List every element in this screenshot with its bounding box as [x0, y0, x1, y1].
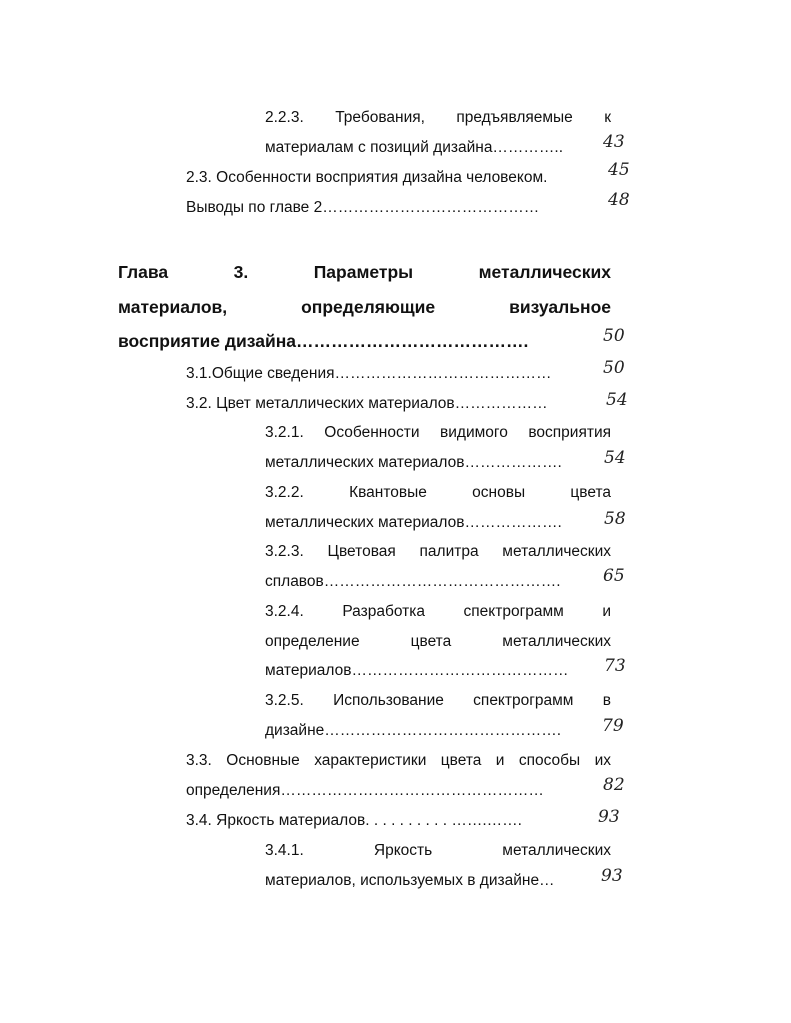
toc-text: 3.2.2. Квантовые основы цвета — [265, 484, 611, 501]
toc-text: материалов…………………………………… — [265, 662, 569, 679]
toc-text: материалов, используемых в дизайне… — [265, 872, 555, 889]
toc-entry-2-2-3-line1 — [265, 108, 611, 128]
toc-entry-3-1[interactable] — [186, 364, 552, 384]
toc-entry-3-2-5-line1 — [265, 691, 611, 711]
page-number: 65 — [603, 566, 625, 586]
page-number: 93 — [601, 866, 623, 886]
toc-text: определения…………………………………………… — [186, 782, 544, 799]
toc-text: 3.2.4. Разработка спектрограмм и — [265, 603, 611, 620]
toc-text: 3.2.1. Особенности видимого восприятия — [265, 424, 611, 441]
page-number: 93 — [598, 807, 620, 827]
toc-entry-3-2-3-line1 — [265, 542, 611, 562]
toc-text: металлических материалов………………. — [265, 514, 562, 531]
chapter-text: Глава 3. Параметры металлических — [118, 262, 611, 282]
toc-text: 3.2.3. Цветовая палитра металлических — [265, 543, 611, 560]
toc-text: 3.4. Яркость материалов. . . . . . . . . . …….……. — [186, 812, 522, 829]
chapter-heading-line1 — [118, 262, 611, 282]
toc-text: 2.2.3. Требования, предъявляемые к — [265, 109, 611, 126]
toc-text: определение цвета металлических — [265, 633, 611, 650]
toc-entry-3-2-5-line2[interactable] — [265, 721, 561, 741]
page-number: 45 — [608, 160, 630, 180]
toc-entry-3-2-1-line2[interactable] — [265, 453, 562, 473]
toc-text: материалам с позиций дизайна………….. — [265, 139, 564, 156]
toc-text: 3.2.5. Использование спектрограмм в — [265, 692, 611, 709]
toc-entry-3-4-1-line2[interactable] — [265, 871, 555, 891]
chapter-text: восприятие дизайна…………………………………. — [118, 331, 529, 351]
toc-text: дизайне………………………………………. — [265, 722, 562, 739]
toc-entry-3-3-line2[interactable] — [186, 781, 544, 801]
page-number: 82 — [603, 775, 625, 795]
toc-entry-3-2-4-line2 — [265, 632, 611, 652]
toc-text: 3.2. Цвет металлических материалов……………… — [186, 395, 548, 412]
toc-entry-3-2[interactable] — [186, 394, 548, 414]
toc-entry-3-2-1-line1 — [265, 423, 611, 443]
chapter-heading-line3[interactable] — [118, 331, 528, 351]
page-number: 54 — [606, 390, 628, 410]
toc-text: 3.3. Основные характеристики цвета и способы их — [186, 752, 611, 769]
toc-entry-3-2-4-line3[interactable] — [265, 661, 568, 681]
toc-text: 3.1.Общие сведения…………………………………… — [186, 365, 552, 382]
toc-text: сплавов………………………………………. — [265, 573, 561, 590]
toc-text: металлических материалов………………. — [265, 454, 562, 471]
page-number: 43 — [603, 132, 625, 152]
toc-entry-conclusions-ch2[interactable] — [186, 198, 539, 218]
toc-text: 3.4.1. Яркость металлических — [265, 842, 611, 859]
toc-entry-3-2-4-line1 — [265, 602, 611, 622]
toc-entry-2-2-3-line2[interactable] — [265, 138, 563, 158]
toc-entry-2-3[interactable] — [186, 168, 547, 188]
toc-entry-3-2-2-line2[interactable] — [265, 513, 562, 533]
toc-text: Выводы по главе 2…………………………………… — [186, 199, 540, 216]
page-number: 73 — [604, 656, 626, 676]
page-number: 48 — [608, 190, 630, 210]
page-number: 54 — [604, 448, 626, 468]
toc-entry-3-3-line1 — [186, 751, 611, 771]
page-number: 79 — [602, 716, 624, 736]
page-number: 58 — [604, 509, 626, 529]
toc-entry-3-4-1-line1 — [265, 841, 611, 861]
page-number: 50 — [603, 358, 625, 378]
toc-entry-3-2-2-line1 — [265, 483, 611, 503]
page-number: 50 — [603, 326, 625, 346]
chapter-heading-line2 — [118, 297, 611, 317]
toc-entry-3-2-3-line2[interactable] — [265, 572, 561, 592]
toc-entry-3-4[interactable] — [186, 811, 522, 831]
toc-text: 2.3. Особенности восприятия дизайна человеком. — [186, 169, 548, 186]
chapter-text: материалов, определяющие визуальное — [118, 297, 611, 317]
